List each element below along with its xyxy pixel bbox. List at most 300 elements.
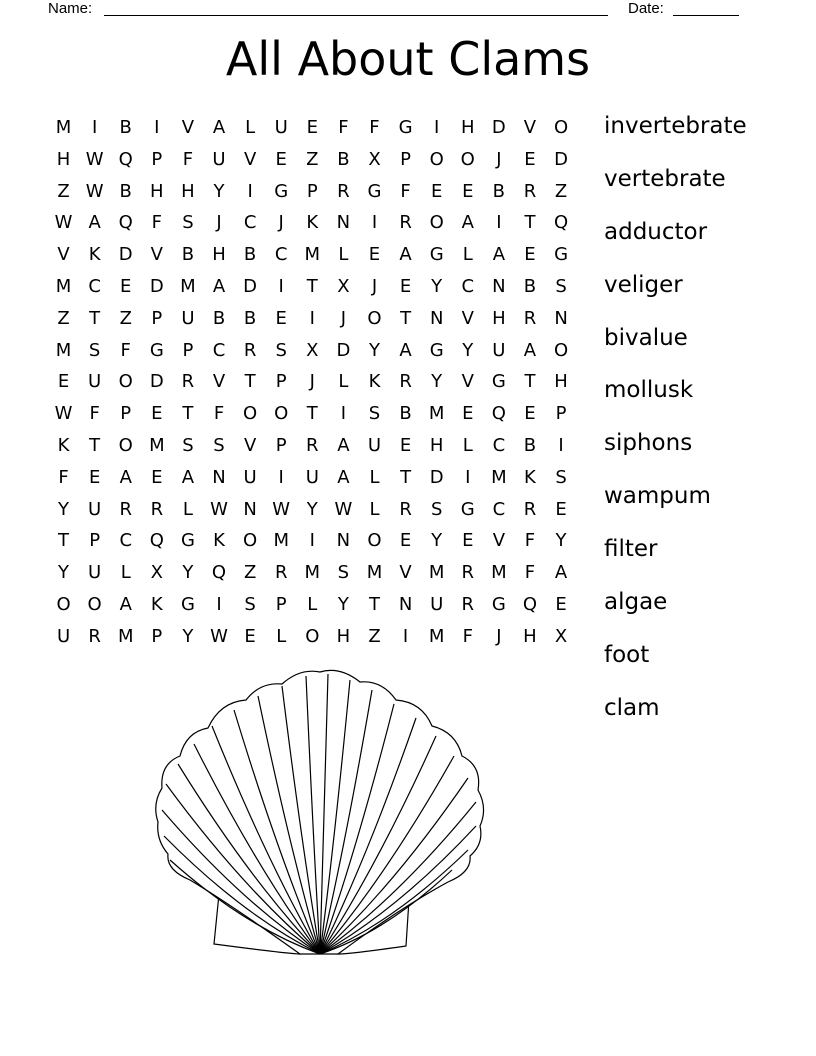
grid-letter[interactable]: B (119, 117, 132, 138)
grid-letter[interactable]: C (212, 339, 226, 361)
grid-letter[interactable]: O (429, 212, 444, 234)
grid-letter[interactable]: A (399, 244, 412, 266)
grid-letter[interactable]: C (492, 498, 506, 520)
grid-letter[interactable]: N (336, 530, 351, 552)
grid-letter[interactable]: W (272, 498, 291, 520)
grid-letter[interactable]: G (180, 530, 195, 552)
grid-letter[interactable]: V (181, 117, 195, 138)
grid-letter[interactable]: V (399, 562, 412, 584)
grid-letter[interactable]: B (119, 180, 132, 202)
grid-letter[interactable]: H (554, 371, 568, 393)
grid-letter[interactable]: M (366, 562, 383, 584)
grid-letter[interactable]: J (309, 371, 315, 393)
grid-letter[interactable]: Z (554, 180, 568, 202)
grid-letter[interactable]: Y (431, 371, 443, 393)
grid-letter[interactable]: N (243, 498, 257, 520)
grid-letter[interactable]: Q (149, 530, 164, 552)
grid-letter[interactable]: S (430, 498, 443, 520)
grid-letter[interactable]: Y (368, 339, 380, 361)
grid-letter[interactable]: C (243, 212, 257, 234)
grid-letter[interactable]: R (274, 562, 288, 584)
grid-letter[interactable]: W (210, 498, 228, 520)
grid-letter[interactable]: E (555, 593, 567, 615)
grid-letter[interactable]: T (182, 403, 194, 425)
grid-letter[interactable]: M (304, 562, 321, 584)
grid-letter[interactable]: M (55, 117, 72, 138)
grid-letter[interactable]: U (367, 434, 382, 456)
grid-letter[interactable]: L (369, 466, 380, 488)
grid-letter[interactable]: M (55, 339, 72, 361)
grid-letter[interactable]: Q (118, 148, 133, 170)
grid-letter[interactable]: U (56, 625, 71, 647)
grid-letter[interactable]: P (275, 434, 287, 456)
grid-letter[interactable]: T (89, 434, 101, 456)
grid-row (48, 527, 577, 559)
grid-letter[interactable]: C (461, 275, 475, 297)
grid-letter[interactable]: B (399, 403, 412, 425)
grid-letter[interactable]: X (306, 339, 319, 361)
grid-letter[interactable]: K (306, 212, 319, 234)
grid-letter[interactable]: J (496, 625, 502, 647)
grid-letter[interactable]: O (429, 148, 444, 170)
grid-letter[interactable]: S (182, 212, 194, 234)
grid-letter[interactable]: H (150, 180, 164, 202)
grid-letter[interactable]: V (461, 307, 474, 329)
grid-letter[interactable]: U (243, 466, 257, 488)
grid-letter[interactable]: E (399, 530, 412, 552)
word-list (604, 112, 747, 747)
grid-letter[interactable]: I (309, 307, 315, 329)
grid-letter[interactable]: L (369, 498, 380, 520)
grid-letter[interactable]: O (243, 530, 258, 552)
grid-letter[interactable]: E (430, 180, 443, 202)
grid-letter[interactable]: B (243, 307, 257, 329)
grid-letter[interactable]: H (492, 307, 506, 329)
grid-letter[interactable]: G (398, 117, 413, 138)
grid-letter[interactable]: A (399, 339, 412, 361)
grid-letter[interactable]: P (89, 530, 101, 552)
grid-letter[interactable]: K (150, 593, 163, 615)
grid-letter[interactable]: I (309, 530, 315, 552)
grid-letter[interactable]: A (212, 275, 226, 297)
grid-letter[interactable]: N (212, 466, 226, 488)
grid-letter[interactable]: Y (213, 180, 225, 202)
grid-letter[interactable]: Y (58, 498, 70, 520)
grid-letter[interactable]: I (558, 434, 564, 456)
grid-letter[interactable]: Y (182, 562, 194, 584)
grid-letter[interactable]: D (491, 117, 506, 138)
grid-letter[interactable]: D (336, 339, 351, 361)
grid-letter[interactable]: K (524, 466, 536, 488)
grid-letter[interactable]: E (524, 244, 536, 266)
grid-letter[interactable]: U (305, 466, 319, 488)
grid-letter[interactable]: E (462, 530, 474, 552)
grid-letter[interactable]: L (338, 244, 349, 266)
grid-letter[interactable]: E (151, 466, 163, 488)
grid-letter[interactable]: R (399, 498, 412, 520)
grid-letter[interactable]: S (213, 434, 225, 456)
grid-letter[interactable]: R (523, 180, 537, 202)
grid-letter[interactable]: I (371, 212, 378, 234)
grid-letter[interactable]: P (555, 403, 567, 425)
grid-letter[interactable]: Y (431, 530, 443, 552)
grid-letter[interactable]: A (337, 434, 350, 456)
grid-letter[interactable]: A (212, 117, 226, 138)
grid-row (48, 464, 577, 496)
grid-letter[interactable]: J (278, 212, 284, 234)
grid-letter[interactable]: S (88, 339, 101, 361)
grid-letter[interactable]: V (57, 244, 70, 266)
grid-letter[interactable]: Z (243, 562, 257, 584)
grid-letter[interactable]: Y (462, 339, 474, 361)
grid-letter[interactable]: Q (211, 562, 227, 584)
grid-letter[interactable]: O (460, 148, 475, 170)
grid-letter[interactable]: V (523, 117, 537, 138)
grid-letter[interactable]: V (243, 434, 257, 456)
grid-letter[interactable]: L (307, 593, 318, 615)
date-blank-line[interactable] (673, 15, 739, 16)
grid-letter[interactable]: X (337, 275, 350, 297)
grid-letter[interactable]: R (461, 593, 475, 615)
grid-letter[interactable]: B (181, 244, 195, 266)
grid-letter[interactable]: S (244, 593, 256, 615)
grid-letter[interactable]: R (337, 180, 350, 202)
grid-letter[interactable]: W (85, 180, 104, 202)
word-list-item: bivalue (604, 324, 688, 351)
grid-letter[interactable]: N (554, 307, 568, 329)
grid-letter[interactable]: E (399, 434, 412, 456)
grid-letter[interactable]: P (275, 371, 287, 393)
grid-letter[interactable]: S (555, 275, 567, 297)
grid-letter[interactable]: U (492, 339, 506, 361)
grid-letter[interactable]: E (88, 466, 101, 488)
grid-letter[interactable]: G (554, 244, 569, 266)
grid-letter[interactable]: C (119, 530, 133, 552)
grid-letter[interactable]: T (400, 307, 412, 329)
grid-letter[interactable]: B (492, 180, 506, 202)
grid-letter[interactable]: G (149, 339, 164, 361)
grid-letter[interactable]: A (554, 562, 568, 584)
grid-letter[interactable]: G (429, 339, 444, 361)
grid-letter[interactable]: J (216, 212, 222, 234)
grid-letter[interactable]: F (524, 562, 536, 584)
grid-letter[interactable]: H (460, 117, 475, 138)
grid-letter[interactable]: P (151, 148, 163, 170)
grid-letter[interactable]: E (462, 180, 474, 202)
grid-letter[interactable]: D (429, 466, 444, 488)
grid-letter[interactable]: K (368, 371, 381, 393)
grid-letter[interactable]: Q (491, 403, 506, 425)
grid-letter[interactable]: E (57, 371, 70, 393)
grid-letter[interactable]: V (212, 371, 226, 393)
grid-letter[interactable]: R (399, 212, 412, 234)
grid-letter[interactable]: N (492, 275, 506, 297)
grid-letter[interactable]: W (334, 498, 353, 520)
grid-row (48, 305, 577, 337)
grid-letter[interactable]: F (524, 530, 536, 552)
grid-letter[interactable]: T (89, 307, 101, 329)
grid-letter[interactable]: I (402, 625, 409, 647)
grid-letter[interactable]: L (462, 434, 473, 456)
grid-letter[interactable]: F (400, 180, 411, 202)
grid-letter[interactable]: X (554, 625, 568, 647)
grid-letter[interactable]: I (278, 466, 284, 488)
grid-row (48, 209, 577, 241)
grid-letter[interactable]: I (247, 180, 253, 202)
grid-letter[interactable]: C (492, 434, 506, 456)
grid-letter[interactable]: M (273, 530, 289, 552)
grid-letter[interactable]: M (55, 275, 72, 297)
grid-letter[interactable]: S (337, 562, 350, 584)
grid-letter[interactable]: F (120, 339, 131, 361)
grid-letter[interactable]: B (243, 244, 257, 266)
grid-letter[interactable]: R (399, 371, 412, 393)
grid-letter[interactable]: T (244, 371, 256, 393)
grid-letter[interactable]: T (306, 403, 318, 425)
grid-letter[interactable]: V (243, 148, 257, 170)
grid-letter[interactable]: U (212, 148, 226, 170)
grid-letter[interactable]: D (149, 275, 164, 297)
grid-letter[interactable]: P (182, 339, 194, 361)
grid-letter[interactable]: Z (306, 148, 319, 170)
word-list-item: invertebrate (604, 113, 747, 139)
grid-letter[interactable]: C (274, 244, 288, 266)
grid-letter[interactable]: H (181, 180, 195, 202)
grid-letter[interactable]: M (117, 625, 134, 647)
grid-letter[interactable]: L (276, 625, 287, 647)
grid-letter[interactable]: E (368, 244, 381, 266)
grid-letter[interactable]: T (368, 593, 380, 615)
grid-letter[interactable]: P (400, 148, 411, 170)
word-list-item: wampum (604, 483, 711, 510)
grid-letter[interactable]: U (88, 498, 102, 520)
grid-letter[interactable]: E (275, 307, 287, 329)
grid-letter[interactable]: Z (57, 180, 70, 202)
grid-letter[interactable]: Z (368, 625, 381, 647)
grid-letter[interactable]: A (337, 466, 350, 488)
grid-letter[interactable]: F (462, 625, 473, 647)
grid-letter[interactable]: Y (182, 625, 194, 647)
grid-letter[interactable]: P (151, 307, 163, 329)
grid-letter[interactable]: G (367, 180, 382, 202)
grid-letter[interactable]: A (523, 339, 537, 361)
grid-letter[interactable]: G (429, 244, 444, 266)
grid-letter[interactable]: R (150, 498, 164, 520)
grid-letter[interactable]: P (306, 180, 318, 202)
grid-letter[interactable]: E (555, 498, 567, 520)
grid-letter[interactable]: N (336, 212, 351, 234)
grid-letter[interactable]: I (340, 403, 347, 425)
grid-letter[interactable]: H (336, 625, 351, 647)
grid-letter[interactable]: L (462, 244, 473, 266)
grid-letter[interactable]: Y (306, 498, 318, 520)
grid-letter[interactable]: R (523, 307, 537, 329)
grid-letter[interactable]: A (88, 212, 101, 234)
grid-letter[interactable]: G (460, 498, 475, 520)
grid-letter[interactable]: T (400, 466, 412, 488)
grid-letter[interactable]: H (523, 625, 537, 647)
grid-letter[interactable]: A (181, 466, 195, 488)
grid-letter[interactable]: U (430, 593, 444, 615)
grid-letter[interactable]: V (492, 530, 506, 552)
grid-letter[interactable]: X (150, 562, 163, 584)
grid-letter[interactable]: M (428, 403, 445, 425)
grid-letter[interactable]: W (54, 212, 73, 234)
grid-letter[interactable]: M (428, 625, 445, 647)
grid-letter[interactable]: Q (553, 212, 569, 234)
grid-letter[interactable]: H (56, 148, 71, 170)
grid-letter[interactable]: I (154, 117, 160, 138)
grid-letter[interactable]: K (213, 530, 225, 552)
name-blank-line[interactable] (104, 15, 608, 16)
grid-letter[interactable]: U (274, 117, 288, 138)
grid-letter[interactable]: I (216, 593, 222, 615)
grid-letter[interactable]: O (274, 403, 289, 425)
grid-letter[interactable]: O (118, 371, 133, 393)
grid-letter[interactable]: O (87, 593, 102, 615)
grid-letter[interactable]: T (524, 212, 536, 234)
grid-letter[interactable]: D (554, 148, 568, 170)
grid-letter[interactable]: Q (118, 212, 133, 234)
grid-letter[interactable]: W (54, 403, 73, 425)
grid-letter[interactable]: O (553, 339, 569, 361)
grid-letter[interactable]: X (368, 148, 381, 170)
grid-letter[interactable]: Y (58, 562, 70, 584)
grid-letter[interactable]: R (306, 434, 319, 456)
grid-letter[interactable]: Q (522, 593, 538, 615)
grid-letter[interactable]: Y (431, 275, 443, 297)
grid-letter[interactable]: T (306, 275, 318, 297)
grid-letter[interactable]: V (150, 244, 163, 266)
grid-letter[interactable]: M (304, 244, 321, 266)
grid-letter[interactable]: U (88, 562, 102, 584)
grid-letter[interactable]: W (210, 625, 228, 647)
grid-letter[interactable]: Y (337, 593, 349, 615)
grid-letter[interactable]: N (398, 593, 413, 615)
grid-letter[interactable]: H (429, 434, 444, 456)
grid-letter[interactable]: O (367, 530, 382, 552)
grid-letter[interactable]: P (151, 625, 163, 647)
grid-letter[interactable]: O (56, 593, 71, 615)
grid-letter[interactable]: Z (57, 307, 70, 329)
grid-letter[interactable]: I (465, 466, 471, 488)
grid-letter[interactable]: B (523, 275, 537, 297)
grid-letter[interactable]: G (491, 593, 506, 615)
grid-letter[interactable]: D (118, 244, 133, 266)
grid-letter[interactable]: E (524, 403, 536, 425)
grid-letter[interactable]: R (461, 562, 475, 584)
grid-letter[interactable]: U (88, 371, 102, 393)
grid-letter[interactable]: O (367, 307, 382, 329)
grid-letter[interactable]: L (182, 498, 193, 520)
grid-letter[interactable]: O (243, 403, 258, 425)
grid-letter[interactable]: B (337, 148, 350, 170)
grid-letter[interactable]: O (118, 434, 133, 456)
grid-letter[interactable]: W (85, 148, 104, 170)
grid-letter[interactable]: R (181, 371, 195, 393)
grid-letter[interactable]: A (492, 244, 506, 266)
grid-letter[interactable]: M (491, 466, 507, 488)
grid-letter[interactable]: I (278, 275, 284, 297)
grid-letter[interactable]: G (180, 593, 195, 615)
grid-letter[interactable]: I (434, 117, 440, 138)
grid-letter[interactable]: F (338, 117, 349, 138)
grid-letter[interactable]: M (180, 275, 196, 297)
grid-letter[interactable]: F (369, 117, 380, 138)
grid-letter[interactable]: C (88, 275, 101, 297)
grid-letter[interactable]: L (245, 117, 256, 138)
grid-letter[interactable]: I (91, 117, 98, 138)
grid-letter[interactable]: F (58, 466, 69, 488)
word-list-item: vertebrate (604, 165, 726, 192)
grid-letter[interactable]: M (149, 434, 165, 456)
grid-letter[interactable]: I (496, 212, 502, 234)
grid-letter[interactable]: P (120, 403, 132, 425)
grid-letter[interactable]: G (274, 180, 289, 202)
grid-letter[interactable]: K (88, 244, 101, 266)
grid-letter[interactable]: K (57, 434, 70, 456)
grid-letter[interactable]: A (119, 593, 132, 615)
grid-letter[interactable]: Z (119, 307, 132, 329)
grid-letter[interactable]: R (88, 625, 101, 647)
grid-letter[interactable]: U (181, 307, 195, 329)
grid-letter[interactable]: E (120, 275, 132, 297)
grid-letter[interactable]: B (212, 307, 226, 329)
grid-letter[interactable]: E (524, 148, 536, 170)
grid-letter[interactable]: F (151, 212, 162, 234)
grid-letter[interactable]: M (428, 562, 445, 584)
grid-letter[interactable]: J (371, 275, 378, 297)
grid-letter[interactable]: L (338, 371, 349, 393)
grid-letter[interactable]: P (275, 593, 287, 615)
grid-letter[interactable]: S (555, 466, 567, 488)
grid-letter[interactable]: H (212, 244, 226, 266)
grid-letter[interactable]: D (149, 371, 164, 393)
grid-letter[interactable]: E (244, 625, 256, 647)
grid-letter[interactable]: A (461, 212, 474, 234)
grid-letter[interactable]: E (151, 403, 163, 425)
grid-letter[interactable]: S (182, 434, 194, 456)
grid-letter[interactable]: L (120, 562, 131, 584)
grid-letter[interactable]: J (340, 307, 347, 329)
grid-letter[interactable]: V (461, 371, 474, 393)
grid-letter[interactable]: R (243, 339, 257, 361)
grid-letter[interactable]: E (306, 117, 318, 138)
grid-letter[interactable]: B (523, 434, 537, 456)
grid-letter[interactable]: T (524, 371, 536, 393)
grid-letter[interactable]: T (58, 530, 70, 552)
grid-letter[interactable]: F (213, 403, 225, 425)
grid-letter[interactable]: N (429, 307, 444, 329)
grid-letter[interactable]: E (275, 148, 287, 170)
grid-letter[interactable]: S (275, 339, 287, 361)
grid-letter[interactable]: F (182, 148, 194, 170)
grid-letter[interactable]: O (305, 625, 320, 647)
grid-letter[interactable]: R (523, 498, 537, 520)
grid-letter[interactable]: E (462, 403, 474, 425)
grid-letter[interactable]: S (368, 403, 381, 425)
grid-letter[interactable]: M (491, 562, 507, 584)
grid-letter[interactable]: A (119, 466, 132, 488)
grid-letter[interactable]: G (491, 371, 506, 393)
grid-letter[interactable]: Y (555, 530, 567, 552)
grid-letter[interactable]: F (89, 403, 100, 425)
grid-letter[interactable]: J (496, 148, 502, 170)
grid-letter[interactable]: D (243, 275, 258, 297)
grid-letter[interactable]: O (553, 117, 569, 138)
grid-letter[interactable]: R (119, 498, 132, 520)
grid-letter[interactable]: E (399, 275, 412, 297)
